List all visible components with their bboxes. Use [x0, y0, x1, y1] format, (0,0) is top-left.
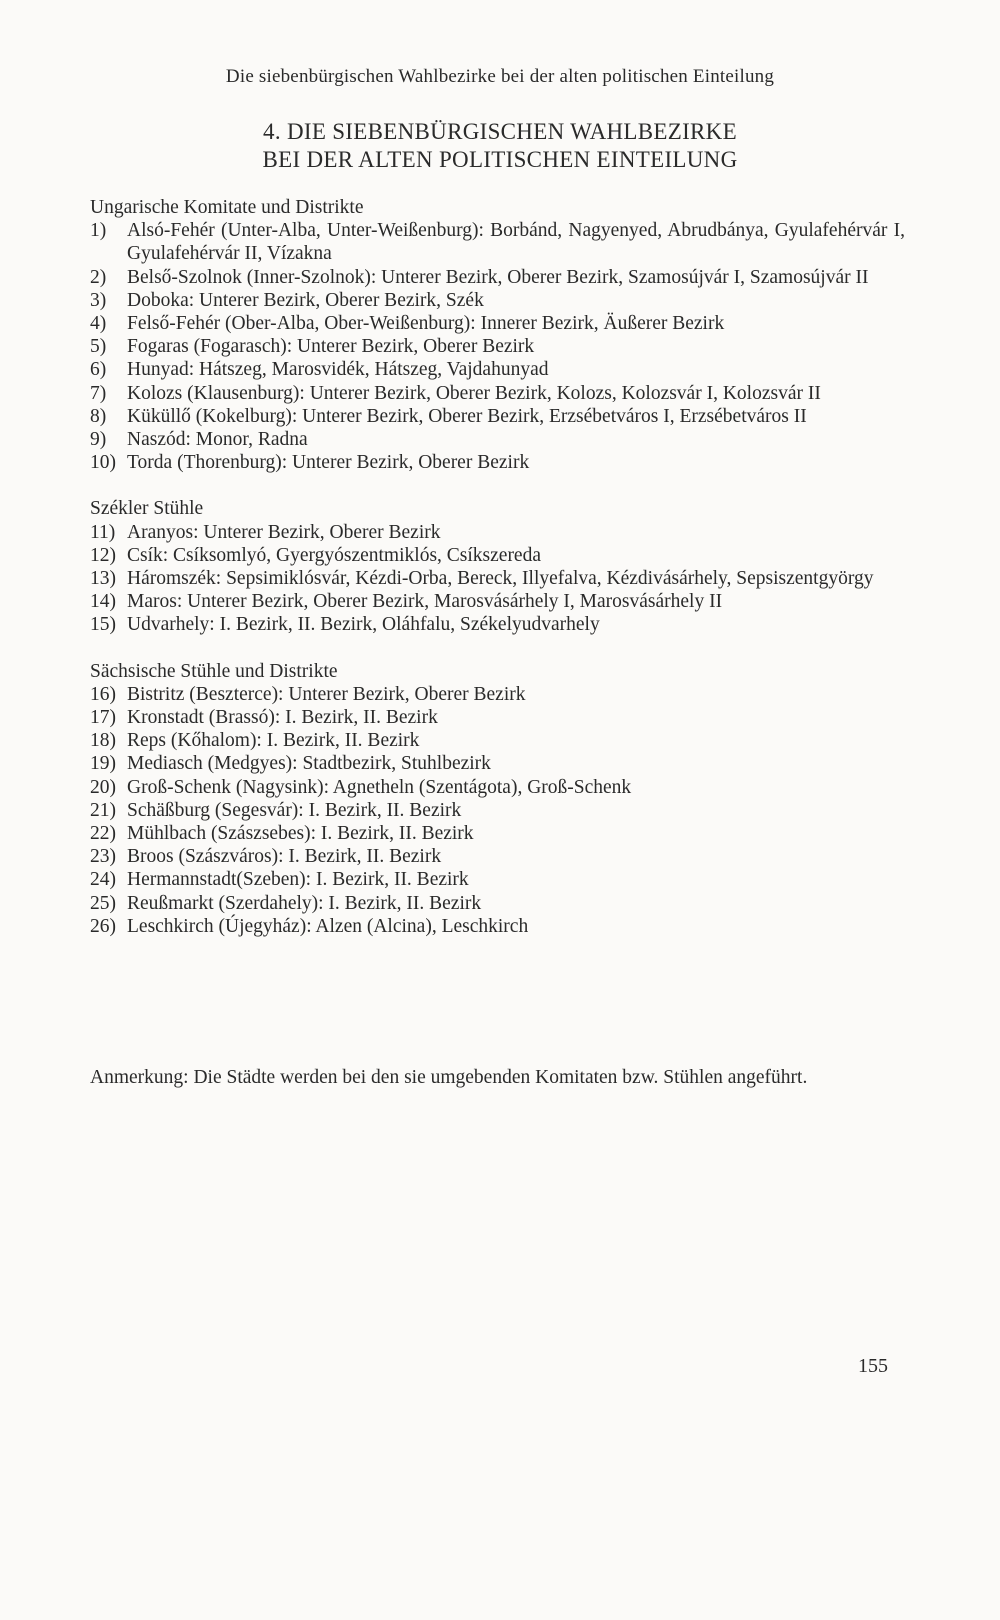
district-entry [90, 613, 905, 636]
entry-number: 16) [90, 683, 116, 705]
entry-text: Hunyad: Hátszeg, Marosvidék, Hátszeg, Vajdahunyad [127, 359, 549, 381]
entry-number: 20) [90, 776, 116, 798]
district-entry [90, 706, 905, 729]
entry-text: Broos (Szászváros): I. Bezirk, II. Bezirk [127, 846, 442, 868]
district-entry [90, 683, 905, 706]
district-entry [90, 266, 905, 289]
entry-number: 11) [90, 521, 116, 543]
entry-number: 4) [90, 313, 107, 335]
district-entry [90, 799, 905, 822]
district-list [90, 196, 905, 938]
district-entry [90, 451, 905, 474]
chapter-title-line-2: BEI DER ALTEN POLITISCHEN EINTEILUNG [262, 147, 738, 172]
entry-text: Udvarhely: I. Bezirk, II. Bezirk, Oláhfalu, Székelyudvarhely [127, 614, 600, 636]
district-entry [90, 915, 905, 938]
district-entry [90, 567, 905, 590]
section-heading: Ungarische Komitate und Distrikte [90, 197, 364, 218]
district-entry [90, 776, 905, 799]
entry-number: 8) [90, 405, 107, 427]
entry-number: 12) [90, 544, 116, 566]
entry-number: 14) [90, 591, 116, 613]
entry-text: Fogaras (Fogarasch): Unterer Bezirk, Oberer Bezirk [127, 336, 535, 358]
section-gap [90, 474, 905, 497]
entry-text: Csík: Csíksomlyó, Gyergyószentmiklós, Csíkszereda [127, 544, 541, 566]
running-head: Die siebenbürgischen Wahlbezirke bei der alten politischen Einteilung [225, 66, 775, 87]
entry-number: 2) [90, 266, 107, 288]
entry-text: Kolozs (Klausenburg): Unterer Bezirk, Oberer Bezirk, Kolozs, Kolozsvár I, Kolozsvár II [127, 382, 821, 404]
entry-number: 6) [90, 359, 107, 381]
district-entry [90, 822, 905, 845]
entry-number: 17) [90, 707, 116, 729]
district-entry [90, 544, 905, 567]
entry-number: 24) [90, 869, 116, 891]
district-entry [90, 358, 905, 381]
entry-text: Groß-Schenk (Nagysink): Agnetheln (Szentágota), Groß-Schenk [127, 776, 632, 798]
entry-number: 23) [90, 846, 116, 868]
entry-text: Mühlbach (Szászsebes): I. Bezirk, II. Bezirk [127, 823, 474, 845]
entry-text: Reps (Kőhalom): I. Bezirk, II. Bezirk [127, 730, 420, 752]
entry-text: Torda (Thorenburg): Unterer Bezirk, Oberer Bezirk [127, 452, 530, 474]
district-entry [90, 729, 905, 752]
district-entry [90, 892, 905, 915]
entry-text: Kronstadt (Brassó): I. Bezirk, II. Bezirk [127, 707, 438, 729]
entry-number: 25) [90, 892, 116, 914]
entry-text: Hermannstadt(Szeben): I. Bezirk, II. Bezirk [127, 869, 469, 891]
district-entry [90, 428, 905, 451]
entry-number: 15) [90, 614, 116, 636]
entry-text: Küküllő (Kokelburg): Unterer Bezirk, Oberer Bezirk, Erzsébetváros I, Erzsébetváros II [127, 405, 807, 427]
district-entry [90, 289, 905, 312]
entry-text: Aranyos: Unterer Bezirk, Oberer Bezirk [127, 521, 441, 543]
district-entry [90, 382, 905, 405]
entry-number: 22) [90, 823, 116, 845]
entry-text: Doboka: Unterer Bezirk, Oberer Bezirk, Szék [127, 289, 484, 311]
entry-text: Maros: Unterer Bezirk, Oberer Bezirk, Marosvásárhely I, Marosvásárhely II [127, 591, 723, 613]
entry-number: 1) [90, 220, 107, 242]
district-entry [90, 521, 905, 544]
entry-text: Reußmarkt (Szerdahely): I. Bezirk, II. Bezirk [127, 892, 482, 914]
footnote-remark: Anmerkung: Die Städte werden bei den sie umgebenden Komitaten bzw. Stühlen angeführt. [90, 1067, 808, 1088]
chapter-title-line-1: 4. DIE SIEBENBÜRGISCHEN WAHLBEZIRKE [263, 119, 737, 144]
entry-text: Mediasch (Medgyes): Stadtbezirk, Stuhlbezirk [127, 753, 491, 775]
entry-number: 18) [90, 730, 116, 752]
district-entry [90, 845, 905, 868]
entry-text: Alsó-Fehér (Unter-Alba, Unter-Weißenburg): Borbánd, Nagyenyed, Abrudbánya, Gyulafehérvár I, Gyulafehérvár II, Vízakna [127, 220, 905, 265]
entry-text: Belső-Szolnok (Inner-Szolnok): Unterer Bezirk, Oberer Bezirk, Szamosújvár I, Szamosújvár II [127, 266, 869, 288]
district-entry [90, 405, 905, 428]
entry-number: 3) [90, 289, 107, 311]
entry-number: 26) [90, 915, 116, 937]
chapter-title [0, 118, 1000, 174]
entry-number: 7) [90, 382, 107, 404]
entry-number: 19) [90, 753, 116, 775]
entry-text: Schäßburg (Segesvár): I. Bezirk, II. Bezirk [127, 799, 462, 821]
district-entry [90, 219, 905, 265]
district-entry [90, 590, 905, 613]
entry-text: Felső-Fehér (Ober-Alba, Ober-Weißenburg): Innerer Bezirk, Äußerer Bezirk [127, 313, 725, 335]
district-entry [90, 312, 905, 335]
entry-number: 5) [90, 336, 107, 358]
district-entry [90, 868, 905, 891]
district-entry [90, 752, 905, 775]
entry-text: Naszód: Monor, Radna [127, 429, 308, 451]
entry-number: 9) [90, 429, 107, 451]
section-heading: Székler Stühle [90, 498, 204, 520]
entry-number: 21) [90, 799, 116, 821]
page-number: 155 [858, 1355, 888, 1377]
entry-number: 10) [90, 452, 116, 474]
section-gap [90, 637, 905, 660]
entry-text: Háromszék: Sepsimiklósvár, Kézdi-Orba, Bereck, Illyefalva, Kézdivásárhely, Sepsiszentgyörgy [127, 568, 874, 590]
entry-text: Bistritz (Beszterce): Unterer Bezirk, Oberer Bezirk [127, 683, 526, 705]
entry-number: 13) [90, 568, 116, 590]
district-entry [90, 335, 905, 358]
section-heading: Sächsische Stühle und Distrikte [90, 660, 338, 682]
entry-text: Leschkirch (Újegyház): Alzen (Alcina), Leschkirch [127, 915, 529, 937]
